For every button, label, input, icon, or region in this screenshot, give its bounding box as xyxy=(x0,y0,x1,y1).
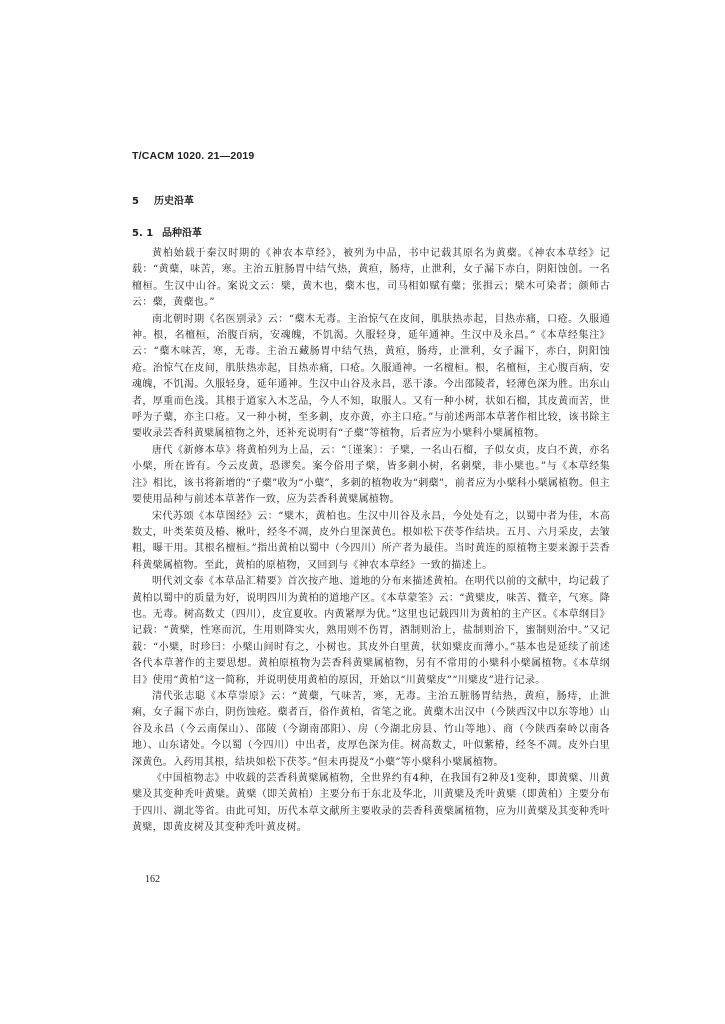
section-title: 历史沿革 xyxy=(154,196,194,207)
paragraph: 南北朝时期《名医别录》云：“蘗木无毒。主治惊气在皮间，肌肤热赤起，目热赤痛，口疮。久服通神。根，名檀桓，治腹百病，安魂魄，不饥渴。久服轻身，延年通神。生汉中及永昌。”《本草经集注》云：“蘗木味苦，寒，无毒。主治五藏肠胃中结气热，黄疸，肠痔，止泄利，女子漏下，赤白，阴阳蚀疮。治惊气在皮间，肌肤热赤起，目热赤痛，口疮。久服通神。一名檀桓。根，名檀桓，主心腹百病，安魂魄，不饥渴。久服轻身，延年通神。生汉中山谷及永昌，恶干漆。今出邵陵者，轻薄色深为胜。出东山者，厚重而色浅。其根于道家入木芝品，今人不知，取服人。又有一种小树，状如石榴，其皮黄而苦，世呼为子蘗，亦主口疮。又一种小树，至多刺，皮亦黄，亦主口疮。”与前述两部本草著作相比较，该书除主要收录芸香科黄檗属植物之外，还补充说明有“子蘗”等植物，后者应为小檗科小檗属植物。 xyxy=(132,313,610,440)
page-number: 162 xyxy=(145,874,160,885)
paragraph: 明代刘文泰《本草品汇精要》首次按产地、道地的分布来描述黄柏。在明代以前的文献中，均记载了黄柏以蜀中的质量为好，说明四川为黄柏的道地产区。《本草蒙筌》云：“黄檗皮，味苦、微辛，气寒。降也。无毒。树高数丈（四川），皮宜夏收。内黄紧厚为优。”这里也记载四川为黄柏的主产区。《本草纲目》记载：“黄檗，性寒而沉，生用则降实火，熟用则不伤胃，酒制则治上，盐制则治下，蜜制则治中。”又记载：“小檗，时珍曰：小檗山间时有之，小树也。其皮外白里黄，状如檗皮而薄小。”基本也是延续了前述各代本草著作的主要思想。黄柏原植物为芸香科黄檗属植物，另有不常用的小檗科小檗属植物。《本草纲目》使用“黄柏”这一简称，并说明使用黄柏的原因，开始以“川黄檗皮”“川檗皮”进行记录。 xyxy=(132,576,610,686)
paragraph: 宋代苏颂《本草图经》云：“檗木，黄柏也。生汉中川谷及永昌，今处处有之，以蜀中者为佳，木高数丈，叶类茱萸及椿、楸叶，经冬不凋，皮外白里深黄色。根如松下茯苓作结块。五月、六月采皮，去皱粗，曝干用。其根名檀桓。”指出黄柏以蜀中（今四川）所产者为最佳。当时黄连的原植物主要来源于芸香科黄檗属植物。至此，黄柏的原植物，又回到与《神农本草经》一致的描述上。 xyxy=(132,510,610,571)
paragraph: 《中国植物志》中收载的芸香科黄檗属植物，全世界约有4种，在我国有2种及1变种，即黄檗、川黄檗及其变种秃叶黄檗。黄檗（即关黄柏）主要分布于东北及华北，川黄檗及秃叶黄檗（即黄柏）主要分布于四川、湖北等省。由此可知，历代本草文献所主要收录的芸香科黄檗属植物，应为川黄檗及其变种秃叶黄檗，即黄皮树及其变种秃叶黄皮树。 xyxy=(132,773,610,834)
subsection-title: 品种沿革 xyxy=(162,228,202,239)
paragraph: 黄柏始载于秦汉时期的《神农本草经》，被列为中品，书中记载其原名为黄蘗。《神农本草经》记载：“黄蘗，味苦，寒。主治五脏肠胃中结气热，黄疸，肠痔，止泄利，女子漏下赤白，阴阳蚀创。一名檀桓。生汉中山谷。案说文云：檗，黄木也，蘗木也，司马相如赋有蘗；张揖云；檗木可染者；颜师古云：蘗，黄蘗也。” xyxy=(132,248,610,309)
section-number: 5 xyxy=(132,196,139,207)
paragraph: 唐代《新修本草》将黄柏列为上品，云：“〔谨案〕：子檗，一名山石榴，子似女贞，皮白不黄，亦名小檗，所在皆有。今云皮黄，恐谬矣。案今俗用子檗，皆多刺小树，名刺檗，非小檗也。”与《本草经集注》相比，该书将新增的“子蘗”收为“小蘗”，多刺的植物收为“刺蘗”，前者应为小檗科小檗属植物。但主要使用品种与前述本草著作一致，应为芸香科黄檗属植物。 xyxy=(132,444,610,506)
subsection-number: 5. 1 xyxy=(132,228,154,239)
paragraph: 清代张志聪《本草崇原》云：“黄蘗，气味苦，寒，无毒。主治五脏肠胃结热，黄疸，肠痔，止泄痢，女子漏下赤白，阴伤蚀疮。蘗者百，俗作黄柏，省笔之讹。黄蘗木出汉中（今陕西汉中以东等地）山谷及永昌（今云南保山）、邵陵（今湖南邵阳）、房（今湖北房县、竹山等地）、商（今陕西秦岭以南各地）、山东诸处。今以蜀（今四川）中出者，皮厚色深为佳。树高数丈，叶似紫椿，经冬不凋。皮外白里深黄色。入药用其根，结块如松下茯苓。”但未再提及“小蘗”等小檗科小檗属植物。 xyxy=(132,690,610,768)
body-text xyxy=(132,246,610,837)
subsection-heading xyxy=(132,224,202,239)
section-heading xyxy=(132,192,194,207)
document-code: T/CACM 1020. 21—2019 xyxy=(132,150,255,162)
